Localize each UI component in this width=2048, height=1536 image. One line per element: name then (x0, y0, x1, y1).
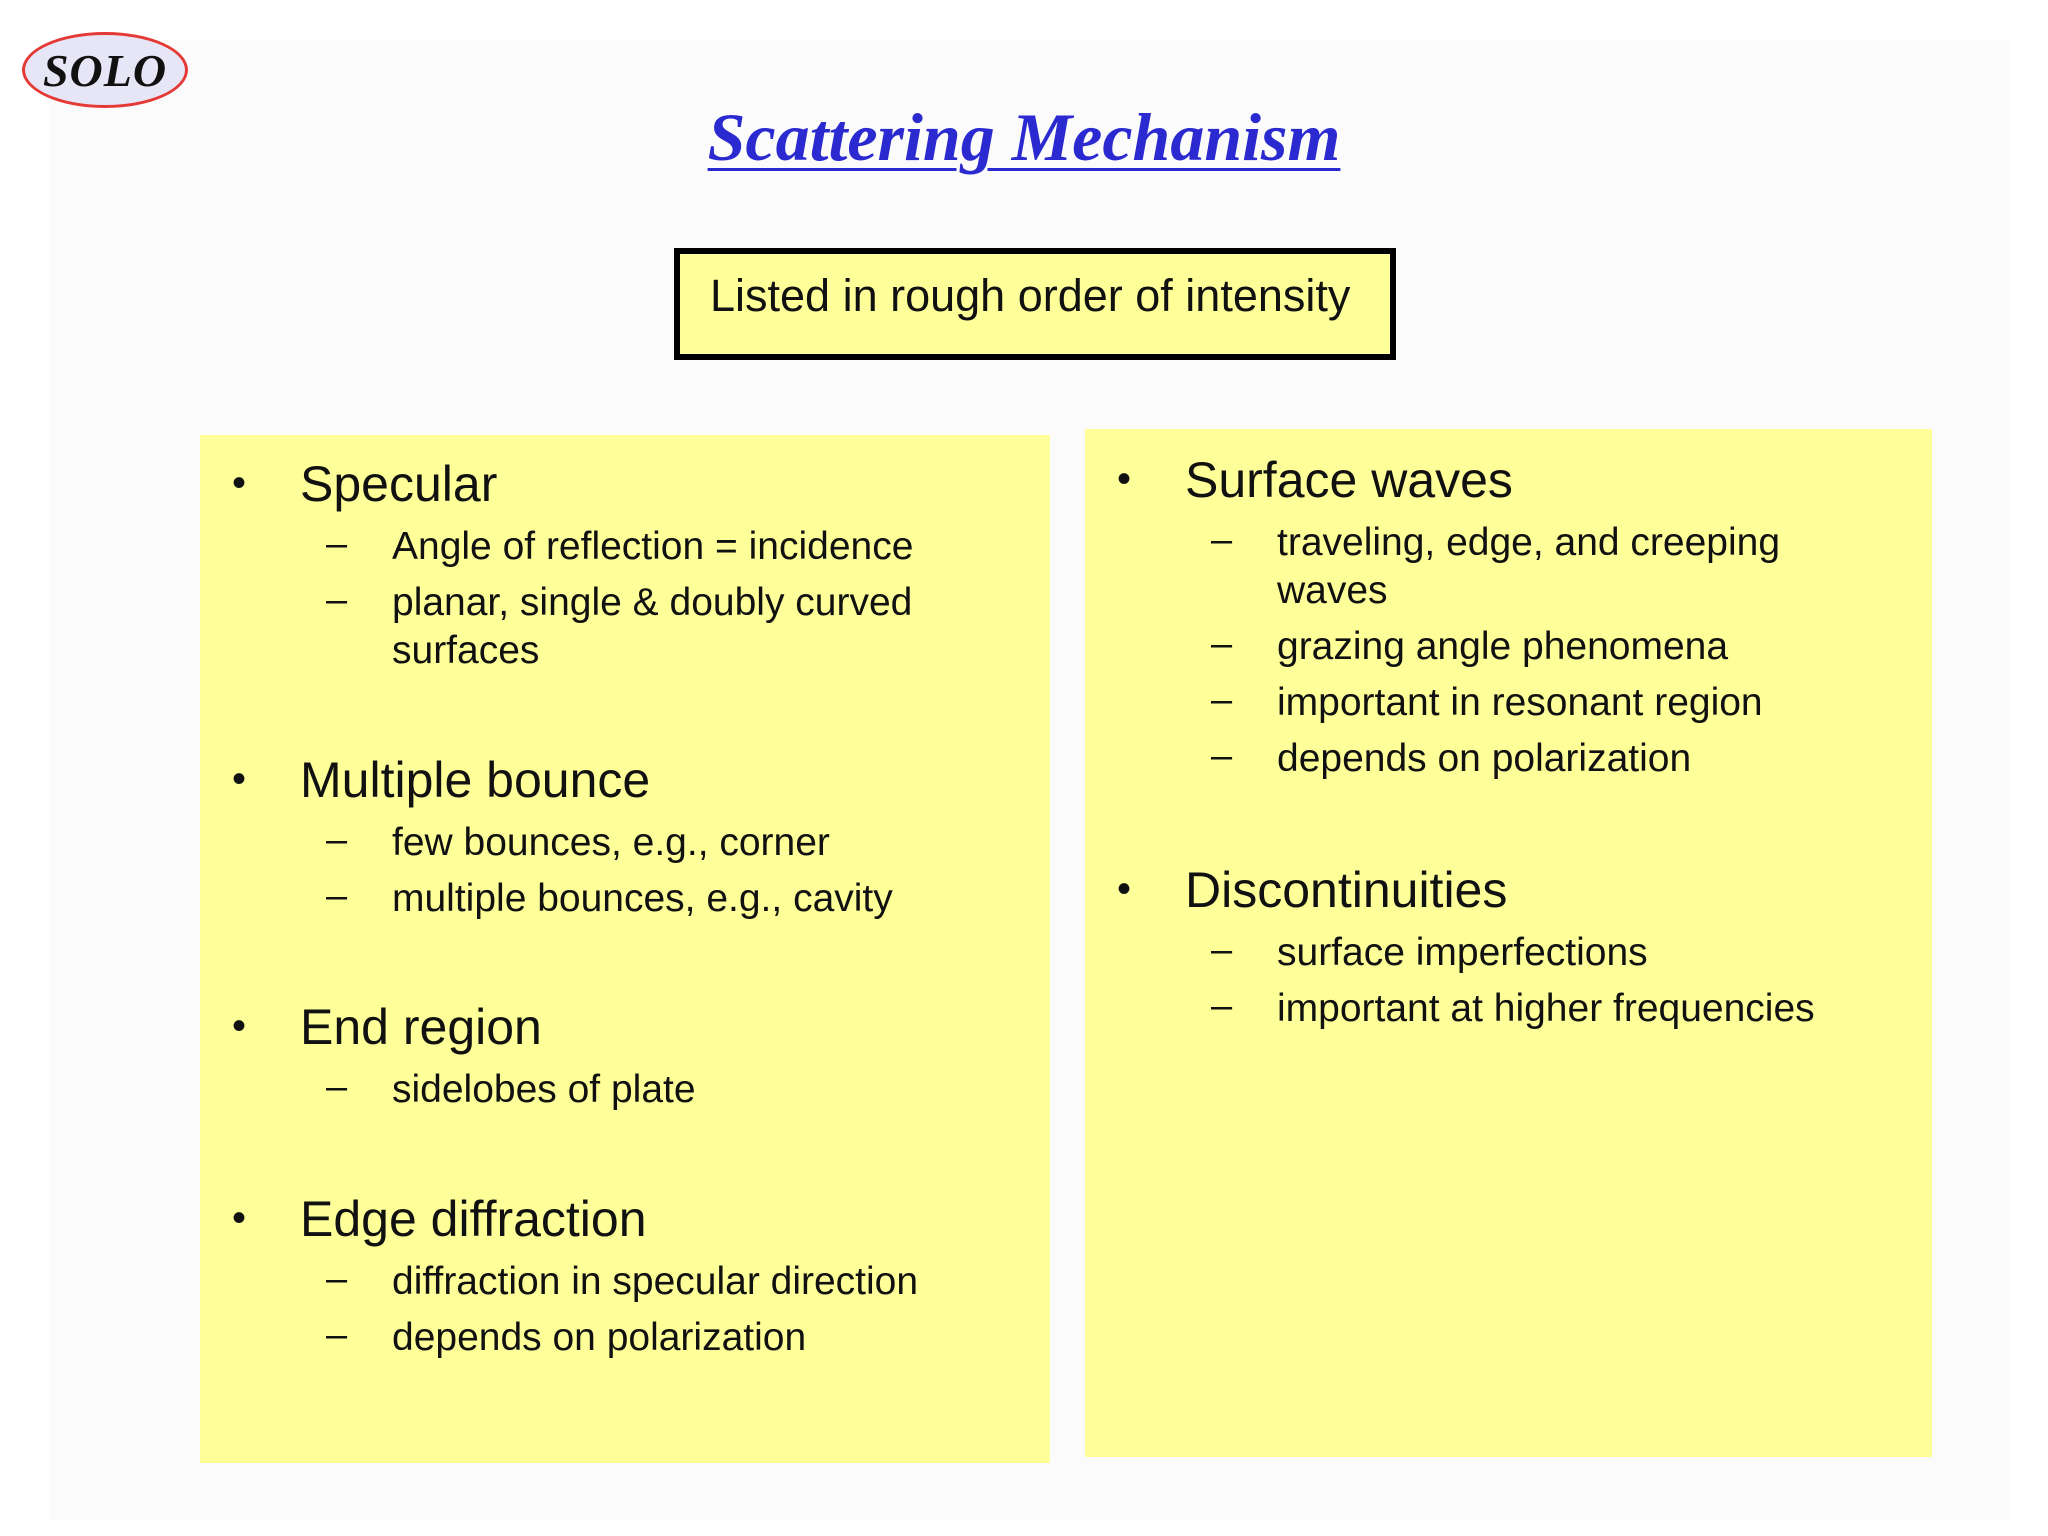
solo-logo (22, 32, 188, 108)
sub-item-text: multiple bounces, e.g., cavity (392, 877, 893, 920)
sub-item (200, 819, 1050, 867)
bullet-icon: • (232, 1004, 247, 1048)
bullet-icon: • (232, 757, 247, 801)
bullet-heading: Discontinuities (1185, 862, 1508, 918)
bullet-group-multiple-bounce (200, 751, 1050, 923)
sub-item (1085, 519, 1932, 615)
sub-item-text: depends on polarization (1277, 737, 1692, 780)
dash-icon: – (326, 579, 348, 621)
sub-item (200, 1066, 1050, 1114)
bullet-icon: • (232, 461, 247, 505)
dash-icon: – (1211, 985, 1233, 1027)
sub-item-text: few bounces, e.g., corner (392, 821, 830, 864)
left-panel (200, 435, 1050, 1463)
sub-item-text: traveling, edge, and creeping waves (1277, 521, 1781, 612)
sub-item (1085, 985, 1932, 1033)
dash-icon: – (326, 1066, 348, 1108)
bullet-row (200, 455, 1050, 515)
intensity-callout-box (674, 248, 1396, 360)
callout-text: Listed in rough order of intensity (710, 270, 1351, 321)
bullet-heading: End region (300, 999, 542, 1055)
sub-item-text: depends on polarization (392, 1316, 807, 1359)
sub-item (200, 1258, 1050, 1306)
sub-item (1085, 623, 1932, 671)
dash-icon: – (326, 1258, 348, 1300)
bullet-heading: Edge diffraction (300, 1191, 647, 1247)
bullet-row (200, 998, 1050, 1058)
dash-icon: – (1211, 519, 1233, 561)
dash-icon: – (326, 1314, 348, 1356)
dash-icon: – (326, 819, 348, 861)
dash-icon: – (326, 523, 348, 565)
dash-icon: – (1211, 679, 1233, 721)
bullet-row (1085, 451, 1932, 511)
bullet-heading: Surface waves (1185, 452, 1513, 508)
sub-item (1085, 735, 1932, 783)
bullet-heading: Multiple bounce (300, 752, 651, 808)
bullet-row (200, 1190, 1050, 1250)
bullet-row (1085, 861, 1932, 921)
dash-icon: – (1211, 929, 1233, 971)
sub-item (200, 523, 1050, 571)
sub-item-text: planar, single & doubly curved surfaces (392, 581, 913, 672)
bullet-group-discontinuities (1085, 861, 1932, 1033)
sub-item-text: grazing angle phenomena (1277, 625, 1729, 668)
bullet-group-end-region (200, 998, 1050, 1114)
sub-item (200, 579, 1050, 675)
logo-text: SOLO (42, 44, 168, 96)
dash-icon: – (1211, 735, 1233, 777)
bullet-icon: • (1117, 867, 1132, 911)
sub-item (200, 1314, 1050, 1362)
sub-item (1085, 929, 1932, 977)
bullet-icon: • (232, 1196, 247, 1240)
bullet-group-specular (200, 455, 1050, 675)
bullet-heading: Specular (300, 456, 498, 512)
bullet-group-edge-diffraction (200, 1190, 1050, 1362)
sub-item (200, 875, 1050, 923)
sub-item (1085, 679, 1932, 727)
dash-icon: – (326, 875, 348, 917)
sub-item-text: diffraction in specular direction (392, 1260, 919, 1303)
sub-item-text: sidelobes of plate (392, 1068, 696, 1111)
sub-item-text: Angle of reflection = incidence (392, 525, 914, 568)
sub-item-text: important in resonant region (1277, 681, 1763, 724)
bullet-row (200, 751, 1050, 811)
slide-title: Scattering Mechanism (707, 99, 1341, 175)
right-panel (1085, 429, 1932, 1457)
bullet-group-surface-waves (1085, 451, 1932, 783)
sub-item-text: important at higher frequencies (1277, 987, 1815, 1030)
bullet-icon: • (1117, 457, 1132, 501)
dash-icon: – (1211, 623, 1233, 665)
sub-item-text: surface imperfections (1277, 931, 1648, 974)
